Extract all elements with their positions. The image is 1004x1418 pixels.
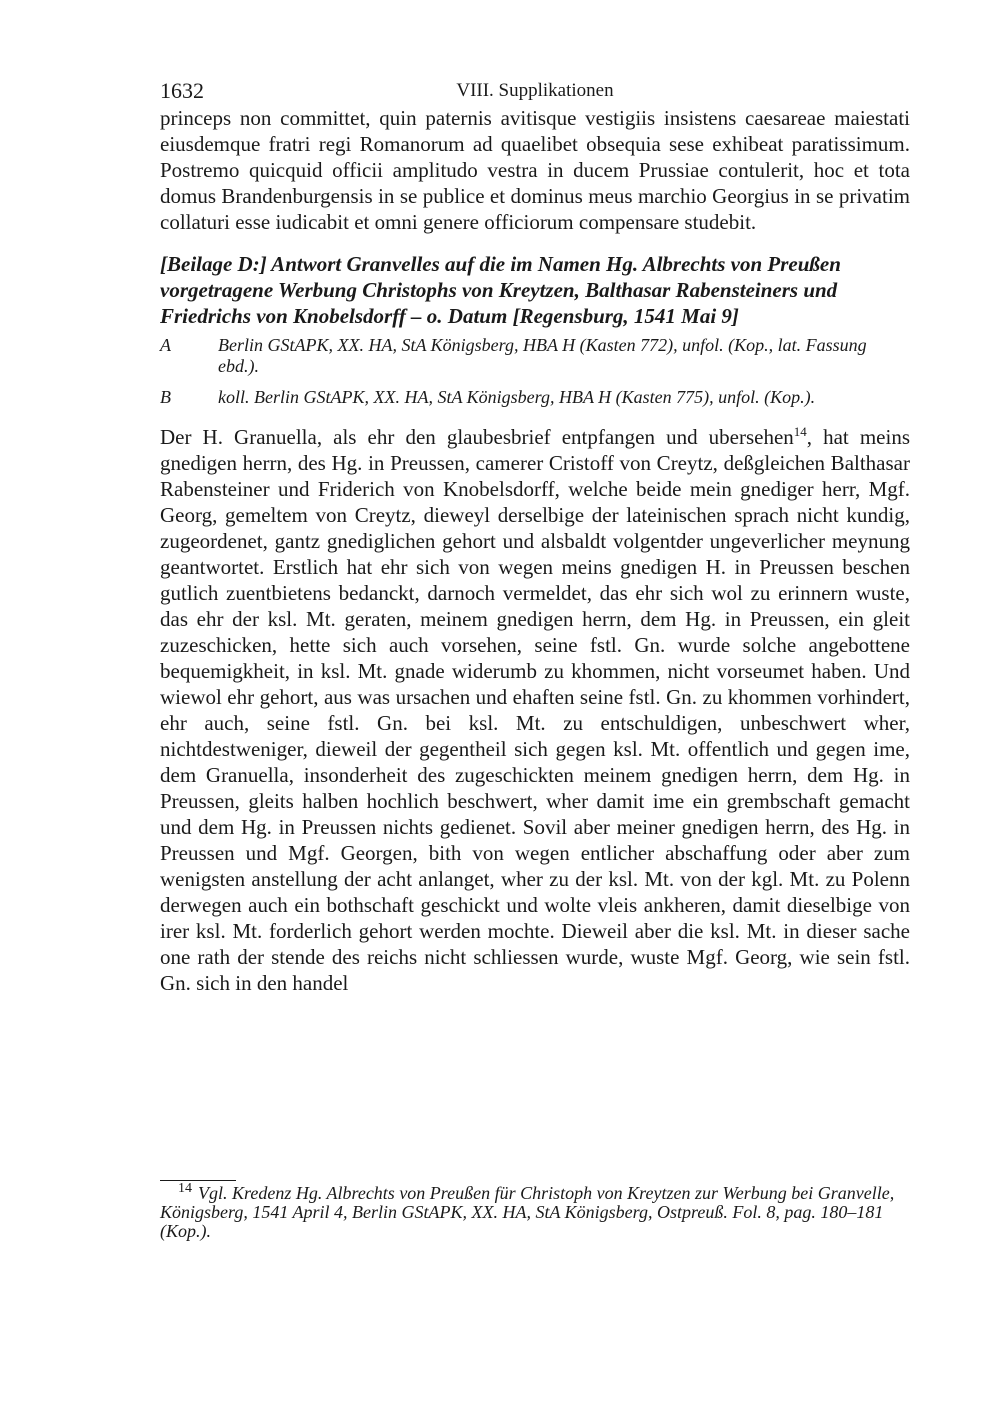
footnote bbox=[160, 1181, 910, 1241]
source-entry-a bbox=[160, 335, 910, 377]
footnote-text: Vgl. Kredenz Hg. Albrechts von Preußen für Christoph von Kreytzen zur Werbung bei Granvelle, Königsberg, 1541 April 4, Berlin GStAPK, XX. HA, StA Königsberg, Ostpreuß. Fol. 8, pag. 180–181 (Kop.). bbox=[160, 1183, 895, 1241]
document-heading: [Beilage D:] Antwort Granvelles auf die im Namen Hg. Albrechts von Preußen vorgetragene Werbung Christophs von Kreytzen, Balthasar Rabensteiners und Friedrichs von Knobelsdorff – o. Datum [Regensburg, 1541 Mai 9] bbox=[160, 252, 841, 328]
source-siglum: A bbox=[160, 335, 171, 355]
running-head bbox=[160, 78, 910, 108]
main-text-paragraph bbox=[160, 424, 910, 996]
footnote-divider bbox=[160, 1180, 236, 1181]
main-text-start: Der H. Granuella, als ehr den glaubesbrief entpfangen und ubersehen bbox=[160, 425, 794, 449]
footnote-number: 14 bbox=[178, 1181, 192, 1196]
source-text: koll. Berlin GStAPK, XX. HA, StA Königsberg, HBA H (Kasten 775), unfol. (Kop.). bbox=[218, 387, 816, 407]
main-text-rest: , hat meins gnedigen herrn, des Hg. in Preussen, camerer Cristoff von Creytz, deßgleichen Balthasar Rabensteiner und Friderich von Knobelsdorff, welche beide mein gnediger herr, Mgf. Georg, gemeltem von Creytz, dieweyl derselbige der lateinischen sprach nicht kundig, zugeordenet, gantz gnediglichen gehort und alsbaldt volgentder ungeverlicher meynung geantwortet. Erstlich hat ehr sich von wegen meins gnedigen H. in Preussen beschen gutlich zuentbietens bedanckt, darnoch vermeldet, das ehr sich wol zu erinnern wuste, das ehr der ksl. Mt. geraten, meinem gnedigen herrn, dem Hg. in Preussen, ein gleit zuzeschicken, hette sich auch vorsehen, seine fstl. Gn. wurde solche angebottene bequemigkheit, in ksl. Mt. gnade widerumb zu khommen, nicht vorseumet haben. Und wiewol ehr gehort, aus was ursachen und ehaften seine fstl. Gn. zu khommen vorhindert, ehr auch, seine fstl. Gn. bei ksl. Mt. zu entschuldigen, unbeschwert wher, nichtdestweniger, dieweil der gegentheil sich gegen ksl. Mt. offentlich und gegen ime, dem Granuella, insonderheit des zugeschickten meinem gnedigen herrn, dem Hg. in Preussen, gleits halben hochlich beschwert, wher damit ime ein grembschaft gemacht und dem Hg. in Preussen nichts gedienet. Sovil aber meiner gnedigen herrn, des Hg. in Preussen und Mgf. Georgen, bith von wegen entlicher abschaffung oder aber zum wenigsten anstellung der acht anlanget, wher zu der ksl. Mt. von der kgl. Mt. zu Polenn derwegen auch ein bothschaft geschickt und wolte vleis ankheren, damit dieselbige von irer ksl. Mt. forderlich gehort werden mochte. Dieweil aber die ksl. Mt. in dieser sache one rath der stende des reichs nicht schliessen wurde, wuste Mgf. Georg, wie sein fstl. Gn. sich in den handel bbox=[160, 425, 910, 995]
source-text: Berlin GStAPK, XX. HA, StA Königsberg, HBA H (Kasten 772), unfol. (Kop., lat. Fassung ebd.). bbox=[218, 335, 867, 376]
source-siglum: B bbox=[160, 387, 171, 407]
page-body bbox=[160, 78, 910, 996]
footnote-reference[interactable]: 14 bbox=[793, 424, 807, 439]
section-title: VIII. Supplikationen bbox=[456, 80, 614, 101]
source-entry-b bbox=[160, 387, 910, 408]
intro-paragraph: princeps non committet, quin paternis avitisque vestigiis insistens caesareae maiestati eiusdemque fratri regi Romanorum ad quaelibet obsequia sese exhibeat paratissimum. Postremo quicquid officii amplitudo vestra in ducem Prussiae contulerit, hoc et tota domus Brandenburgensis in se publice et dominus meus marchio Georgius in se privatim collaturi esse iudicabit et omni genere officiorum compensare studebit. bbox=[160, 106, 910, 234]
page-number: 1632 bbox=[160, 78, 204, 103]
